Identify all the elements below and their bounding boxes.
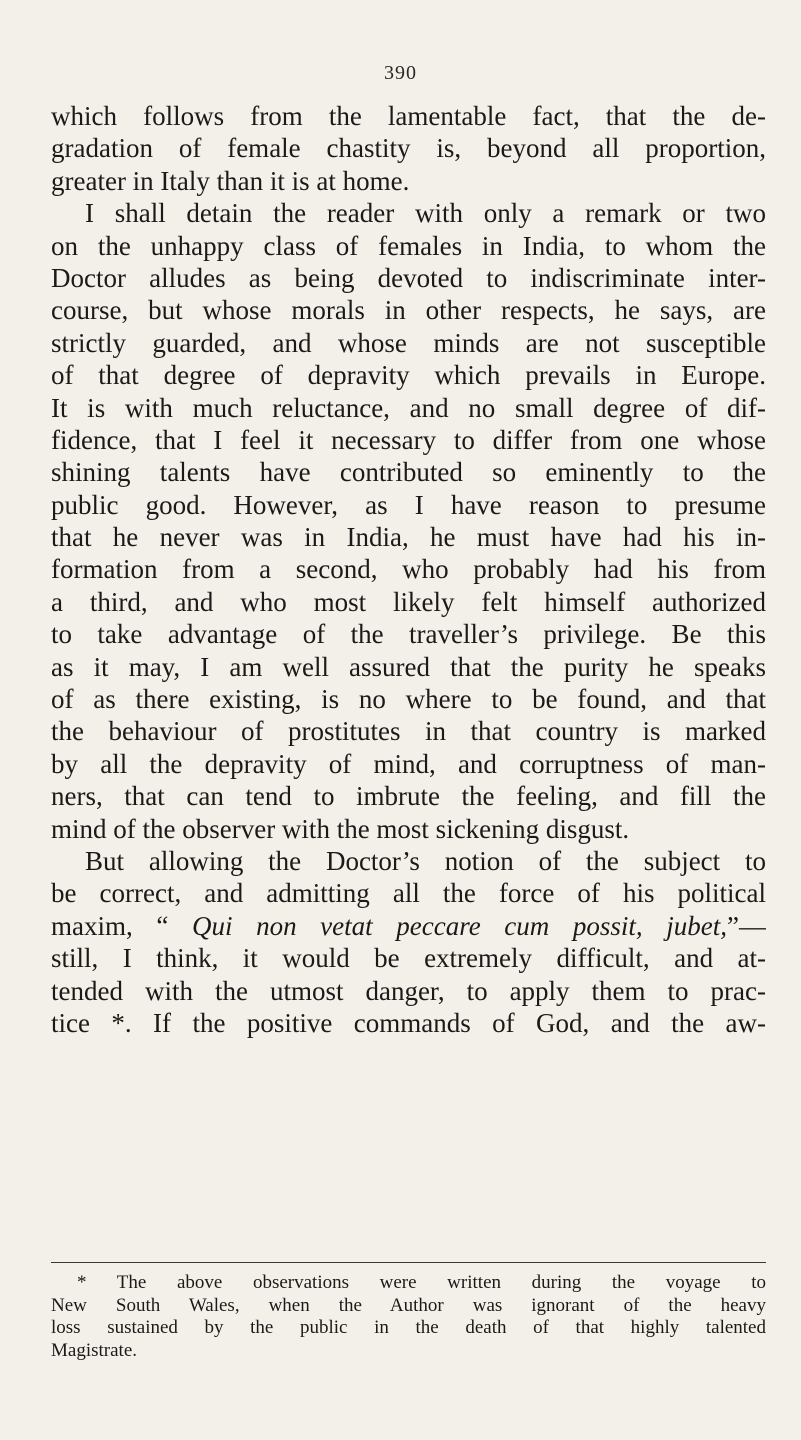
text-line: on the unhappy class of females in India, to whom the [51,230,766,261]
footnote [51,1272,766,1362]
footnote-line: loss sustained by the public in the death of that highly talented [51,1317,766,1339]
text-line: as it may, I am well assured that the purity he speaks [51,651,766,682]
text-line: shining talents have contributed so eminently to the [51,457,766,488]
text-line: to take advantage of the traveller’s privilege. Be this [51,619,766,650]
text-line: that he never was in India, he must have had his in- [51,522,766,553]
text-line: strictly guarded, and whose minds are not susceptible [51,327,766,358]
text-line: of that degree of depravity which prevails in Europe. [51,360,766,391]
text-line: gradation of female chastity is, beyond all proportion, [51,133,766,164]
text-line: fidence, that I feel it necessary to differ from one whose [51,424,766,455]
text-line: formation from a second, who probably had his from [51,554,766,585]
text-line: Doctor alludes as being devoted to indiscriminate inter- [51,262,766,293]
text-line: be correct, and admitting all the force of his political [51,878,766,909]
footnote-line: New South Wales, when the Author was ignorant of the heavy [51,1294,766,1316]
text-line: the behaviour of prostitutes in that country is marked [51,716,766,747]
text-line: which follows from the lamentable fact, that the de- [51,101,766,131]
latin-maxim: Qui non vetat peccare cum possit, jubet, [191,910,728,941]
text-line: I shall detain the reader with only a remark or two [85,198,766,229]
text-line: still, I think, it would be extremely difficult, and at- [51,943,766,974]
text-line: ners, that can tend to imbrute the feeling, and fill the [51,781,766,812]
text-line: It is with much reluctance, and no small degree of dif- [51,392,766,423]
text-line: greater in Italy than it is at home. [51,165,410,196]
text-line: a third, and who most likely felt himself authorized [51,586,766,617]
page-number: 390 [384,62,417,84]
text-line: tended with the utmost danger, to apply them to prac- [51,975,766,1006]
footnote-line: * The above observations were written during the voyage to [77,1272,766,1293]
text-line: course, but whose morals in other respects, he says, are [51,295,766,326]
text-line: maxim, “ Qui non vetat peccare cum possit, jubet,”— [51,910,766,941]
text-line: by all the depravity of mind, and corruptness of man- [51,748,766,779]
footnote-rule [51,1262,766,1263]
body-text [51,100,766,1039]
text-line: of as there existing, is no where to be found, and that [51,684,766,715]
text-line: tice *. If the positive commands of God, and the aw- [51,1007,766,1038]
text-line: public good. However, as I have reason to presume [51,489,766,520]
text-line: But allowing the Doctor’s notion of the subject to [85,845,766,876]
footnote-line: Magistrate. [51,1339,138,1361]
text-line: mind of the observer with the most sickening disgust. [51,813,630,844]
